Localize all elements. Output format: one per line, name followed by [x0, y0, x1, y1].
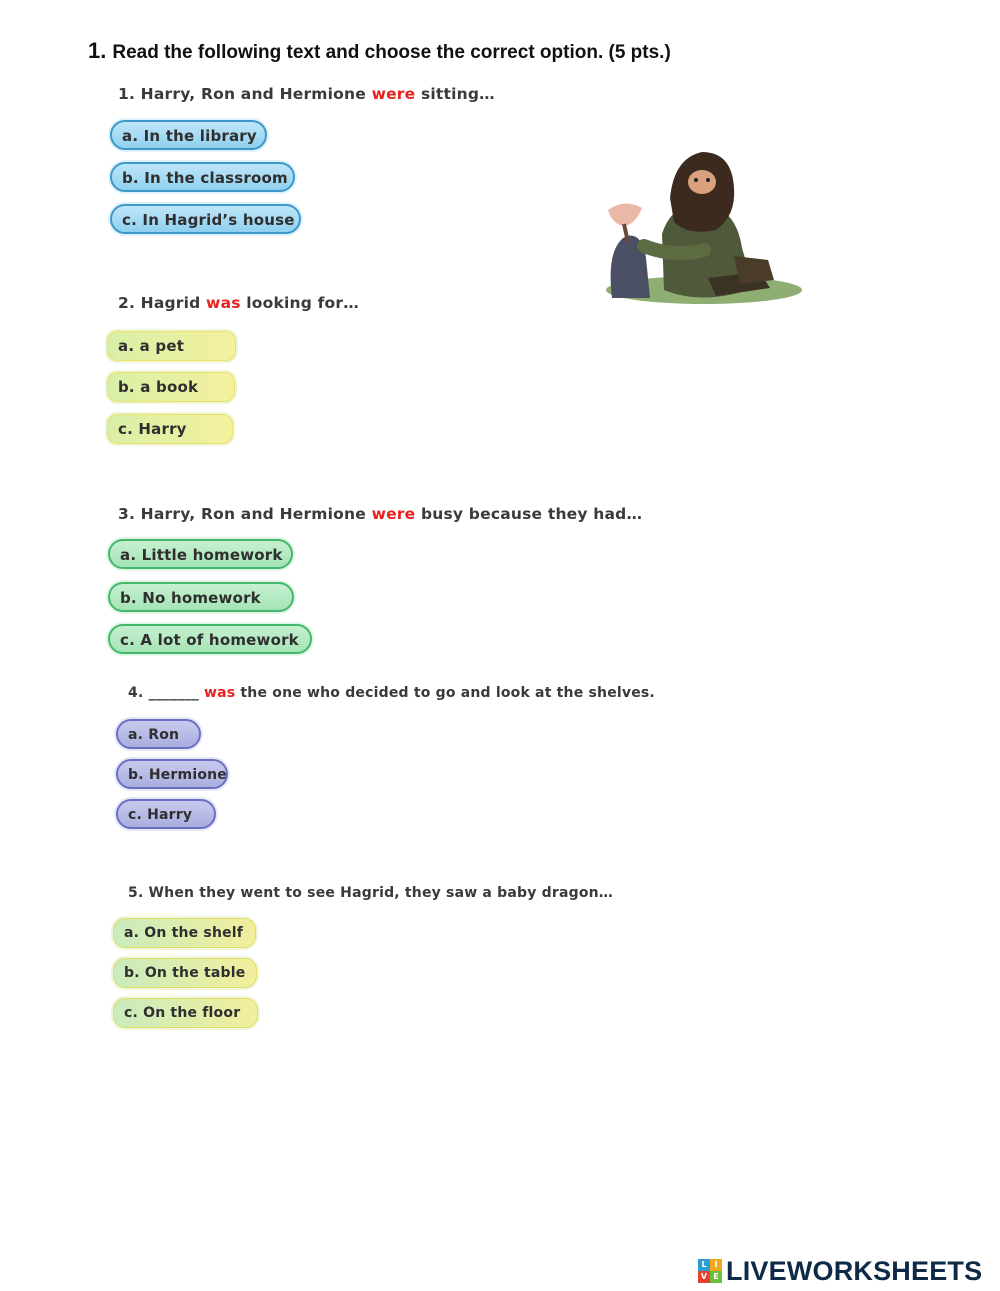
question-5: 5. When they went to see Hagrid, they saw a baby dragon… [128, 885, 614, 901]
hagrid-illustration [584, 138, 802, 312]
exercise-instruction: Read the following text and choose the correct option. (5 pts.) [112, 42, 671, 63]
q5-option-b[interactable]: b. On the table [113, 958, 257, 988]
question-2: 2. Hagrid was looking for… [118, 294, 359, 312]
q4-option-c[interactable]: c. Harry [116, 799, 216, 829]
highlight-word: were [371, 85, 416, 103]
q2-option-c[interactable]: c. Harry [107, 414, 233, 444]
exercise-number: 1. [88, 38, 107, 63]
q2-option-a[interactable]: a. a pet [107, 331, 236, 361]
exercise-title [88, 38, 671, 64]
q5-option-a[interactable]: a. On the shelf [113, 918, 256, 948]
logo-mark-icon: L I V E [698, 1259, 722, 1283]
highlight-word: were [371, 505, 416, 523]
q5-option-c[interactable]: c. On the floor [113, 998, 258, 1028]
question-4: 4. _______ was the one who decided to go and look at the shelves. [128, 685, 655, 701]
q4-option-a[interactable]: a. Ron [116, 719, 201, 749]
q4-option-b[interactable]: b. Hermione [116, 759, 228, 789]
highlight-word: was [206, 294, 241, 312]
question-1: 1. Harry, Ron and Hermione were sitting… [118, 85, 495, 103]
q2-option-b[interactable]: b. a book [107, 372, 235, 402]
q3-option-b[interactable]: b. No homework [108, 582, 294, 612]
liveworksheets-logo[interactable] [698, 1256, 982, 1286]
q3-option-a[interactable]: a. Little homework [108, 539, 293, 569]
q1-option-c[interactable]: c. In Hagrid’s house [110, 204, 301, 234]
highlight-word: was [204, 685, 236, 701]
question-3: 3. Harry, Ron and Hermione were busy because they had… [118, 505, 643, 523]
logo-text: LIVEWORKSHEETS [726, 1255, 983, 1286]
q1-option-b[interactable]: b. In the classroom [110, 162, 295, 192]
q3-option-c[interactable]: c. A lot of homework [108, 624, 312, 654]
q1-option-a[interactable]: a. In the library [110, 120, 267, 150]
